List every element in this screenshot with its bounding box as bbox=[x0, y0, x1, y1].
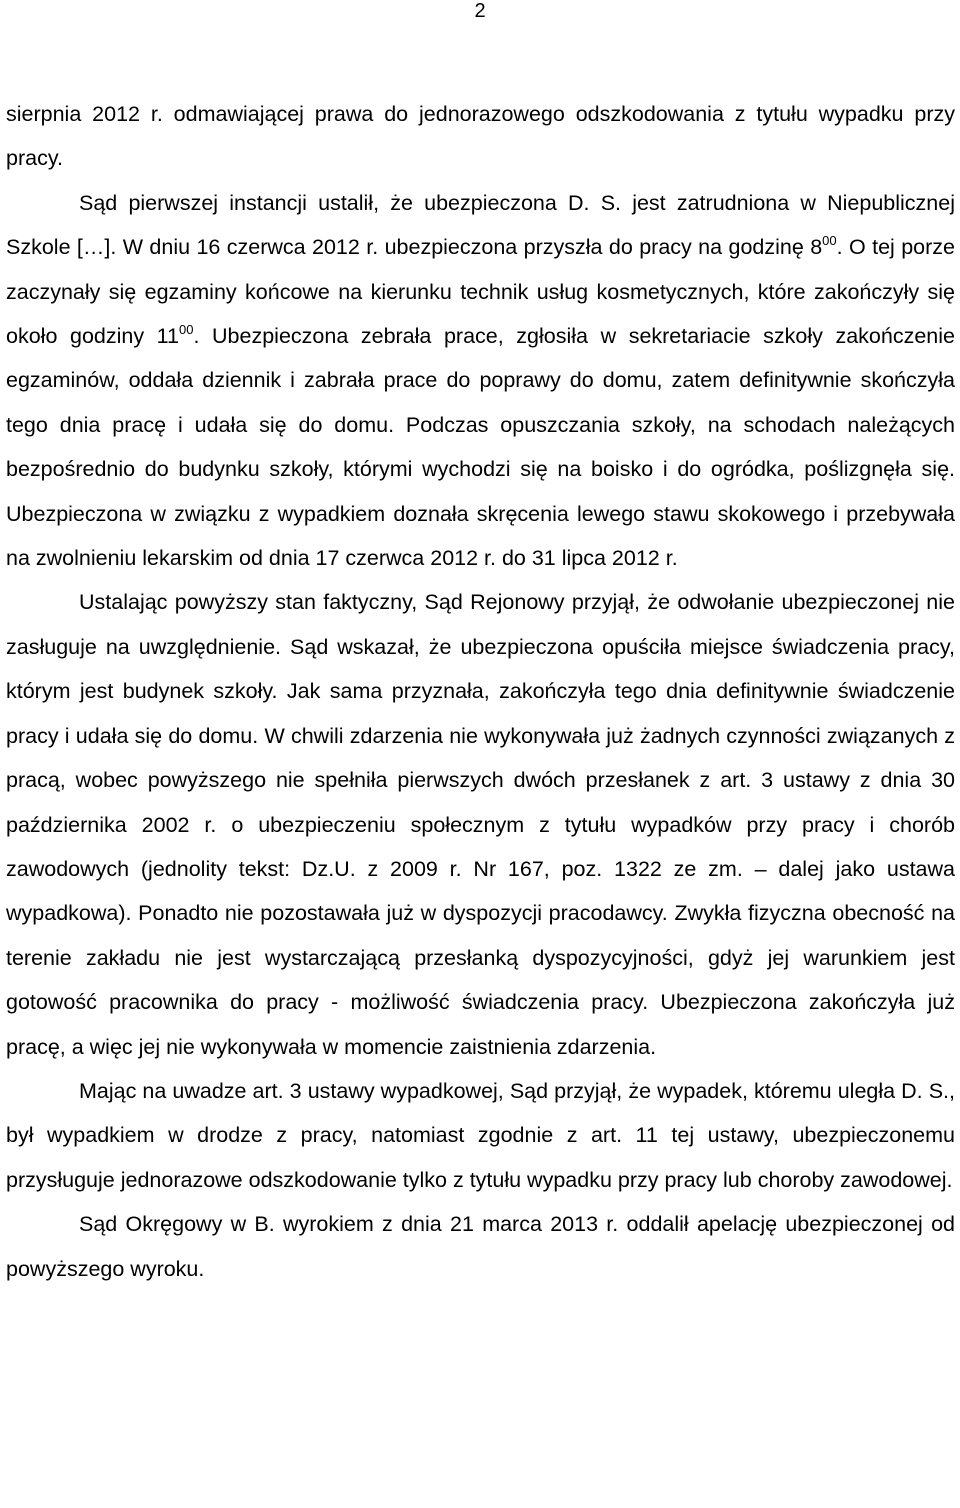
paragraph-2-part-1: Sąd pierwszej instancji ustalił, że ubezpieczona D. S. jest zatrudniona w Niepublicznej Szkole […]. W dniu 16 czerwca 2012 r. ubezpieczona przyszła do pracy na godzinę 8 bbox=[6, 190, 955, 260]
paragraph-2 bbox=[6, 181, 955, 581]
paragraph-5: Sąd Okręgowy w B. wyrokiem z dnia 21 marca 2013 r. oddalił apelację ubezpieczonej od powyższego wyroku. bbox=[6, 1212, 955, 1281]
superscript-hour-end: 00 bbox=[179, 322, 194, 338]
document-body bbox=[6, 92, 955, 1291]
paragraph-3: Ustalając powyższy stan faktyczny, Sąd Rejonowy przyjął, że odwołanie ubezpieczonej nie zasługuje na uwzględnienie. Sąd wskazał, że ubezpieczona opuściła miejsce świadczenia pracy, którym jest budynek szkoły. Jak sama przyznała, zakończyła tego dnia definitywnie świadczenie pracy i udała się do domu. W chwili zdarzenia nie wykonywała już żadnych czynności związanych z pracą, wobec powyższego nie spełniła pierwszych dwóch przesłanek z art. 3 ustawy z dnia 30 października 2002 r. o ubezpieczeniu społecznym z tytułu wypadków przy pracy i chorób zawodowych (jednolity tekst: Dz.U. z 2009 r. Nr 167, poz. 1322 ze zm. – dalej jako ustawa wypadkowa). Ponadto nie pozostawała już w dyspozycji pracodawcy. Zwykła fizyczna obecność na terenie zakładu nie jest wystarczającą przesłanką dyspozycyjności, gdyż jej warunkiem jest gotowość pracownika do pracy - możliwość świadczenia pracy. Ubezpieczona zakończyła już pracę, a więc jej nie wykonywała w momencie zaistnienia zdarzenia. bbox=[6, 590, 955, 1059]
paragraph-2-part-3: . Ubezpieczona zebrała prace, zgłosiła w sekretariacie szkoły zakończenie egzaminów, oddała dziennik i zabrała prace do poprawy do domu, zatem definitywnie skończyła tego dnia pracę i udała się do domu. Podczas opuszczania szkoły, na schodach należących bezpośrednio do budynku szkoły, którymi wychodzi się na boisko i do ogródka, poślizgnęła się. Ubezpieczona w związku z wypadkiem doznała skręcenia lewego stawu skokowego i przebywała na zwolnieniu lekarskim od dnia 17 czerwca 2012 r. do 31 lipca 2012 r. bbox=[6, 324, 955, 571]
paragraph-4: Mając na uwadze art. 3 ustawy wypadkowej, Sąd przyjął, że wypadek, któremu uległa D. S., był wypadkiem w drodze z pracy, natomiast zgodnie z art. 11 tej ustawy, ubezpieczonemu przysługuje jednorazowe odszkodowanie tylko z tytułu wypadku przy pracy lub choroby zawodowej. bbox=[6, 1078, 955, 1192]
superscript-hour-start: 00 bbox=[822, 233, 837, 249]
page-number: 2 bbox=[474, 0, 486, 22]
paragraph-2-part-2: . O tej porze zaczynały się egzaminy końcowe na kierunku technik usług kosmetycznych, które zakończyły się około godziny 11 bbox=[6, 235, 955, 349]
paragraph-1: sierpnia 2012 r. odmawiającej prawa do jednorazowego odszkodowania z tytułu wypadku przy pracy. bbox=[6, 102, 955, 171]
